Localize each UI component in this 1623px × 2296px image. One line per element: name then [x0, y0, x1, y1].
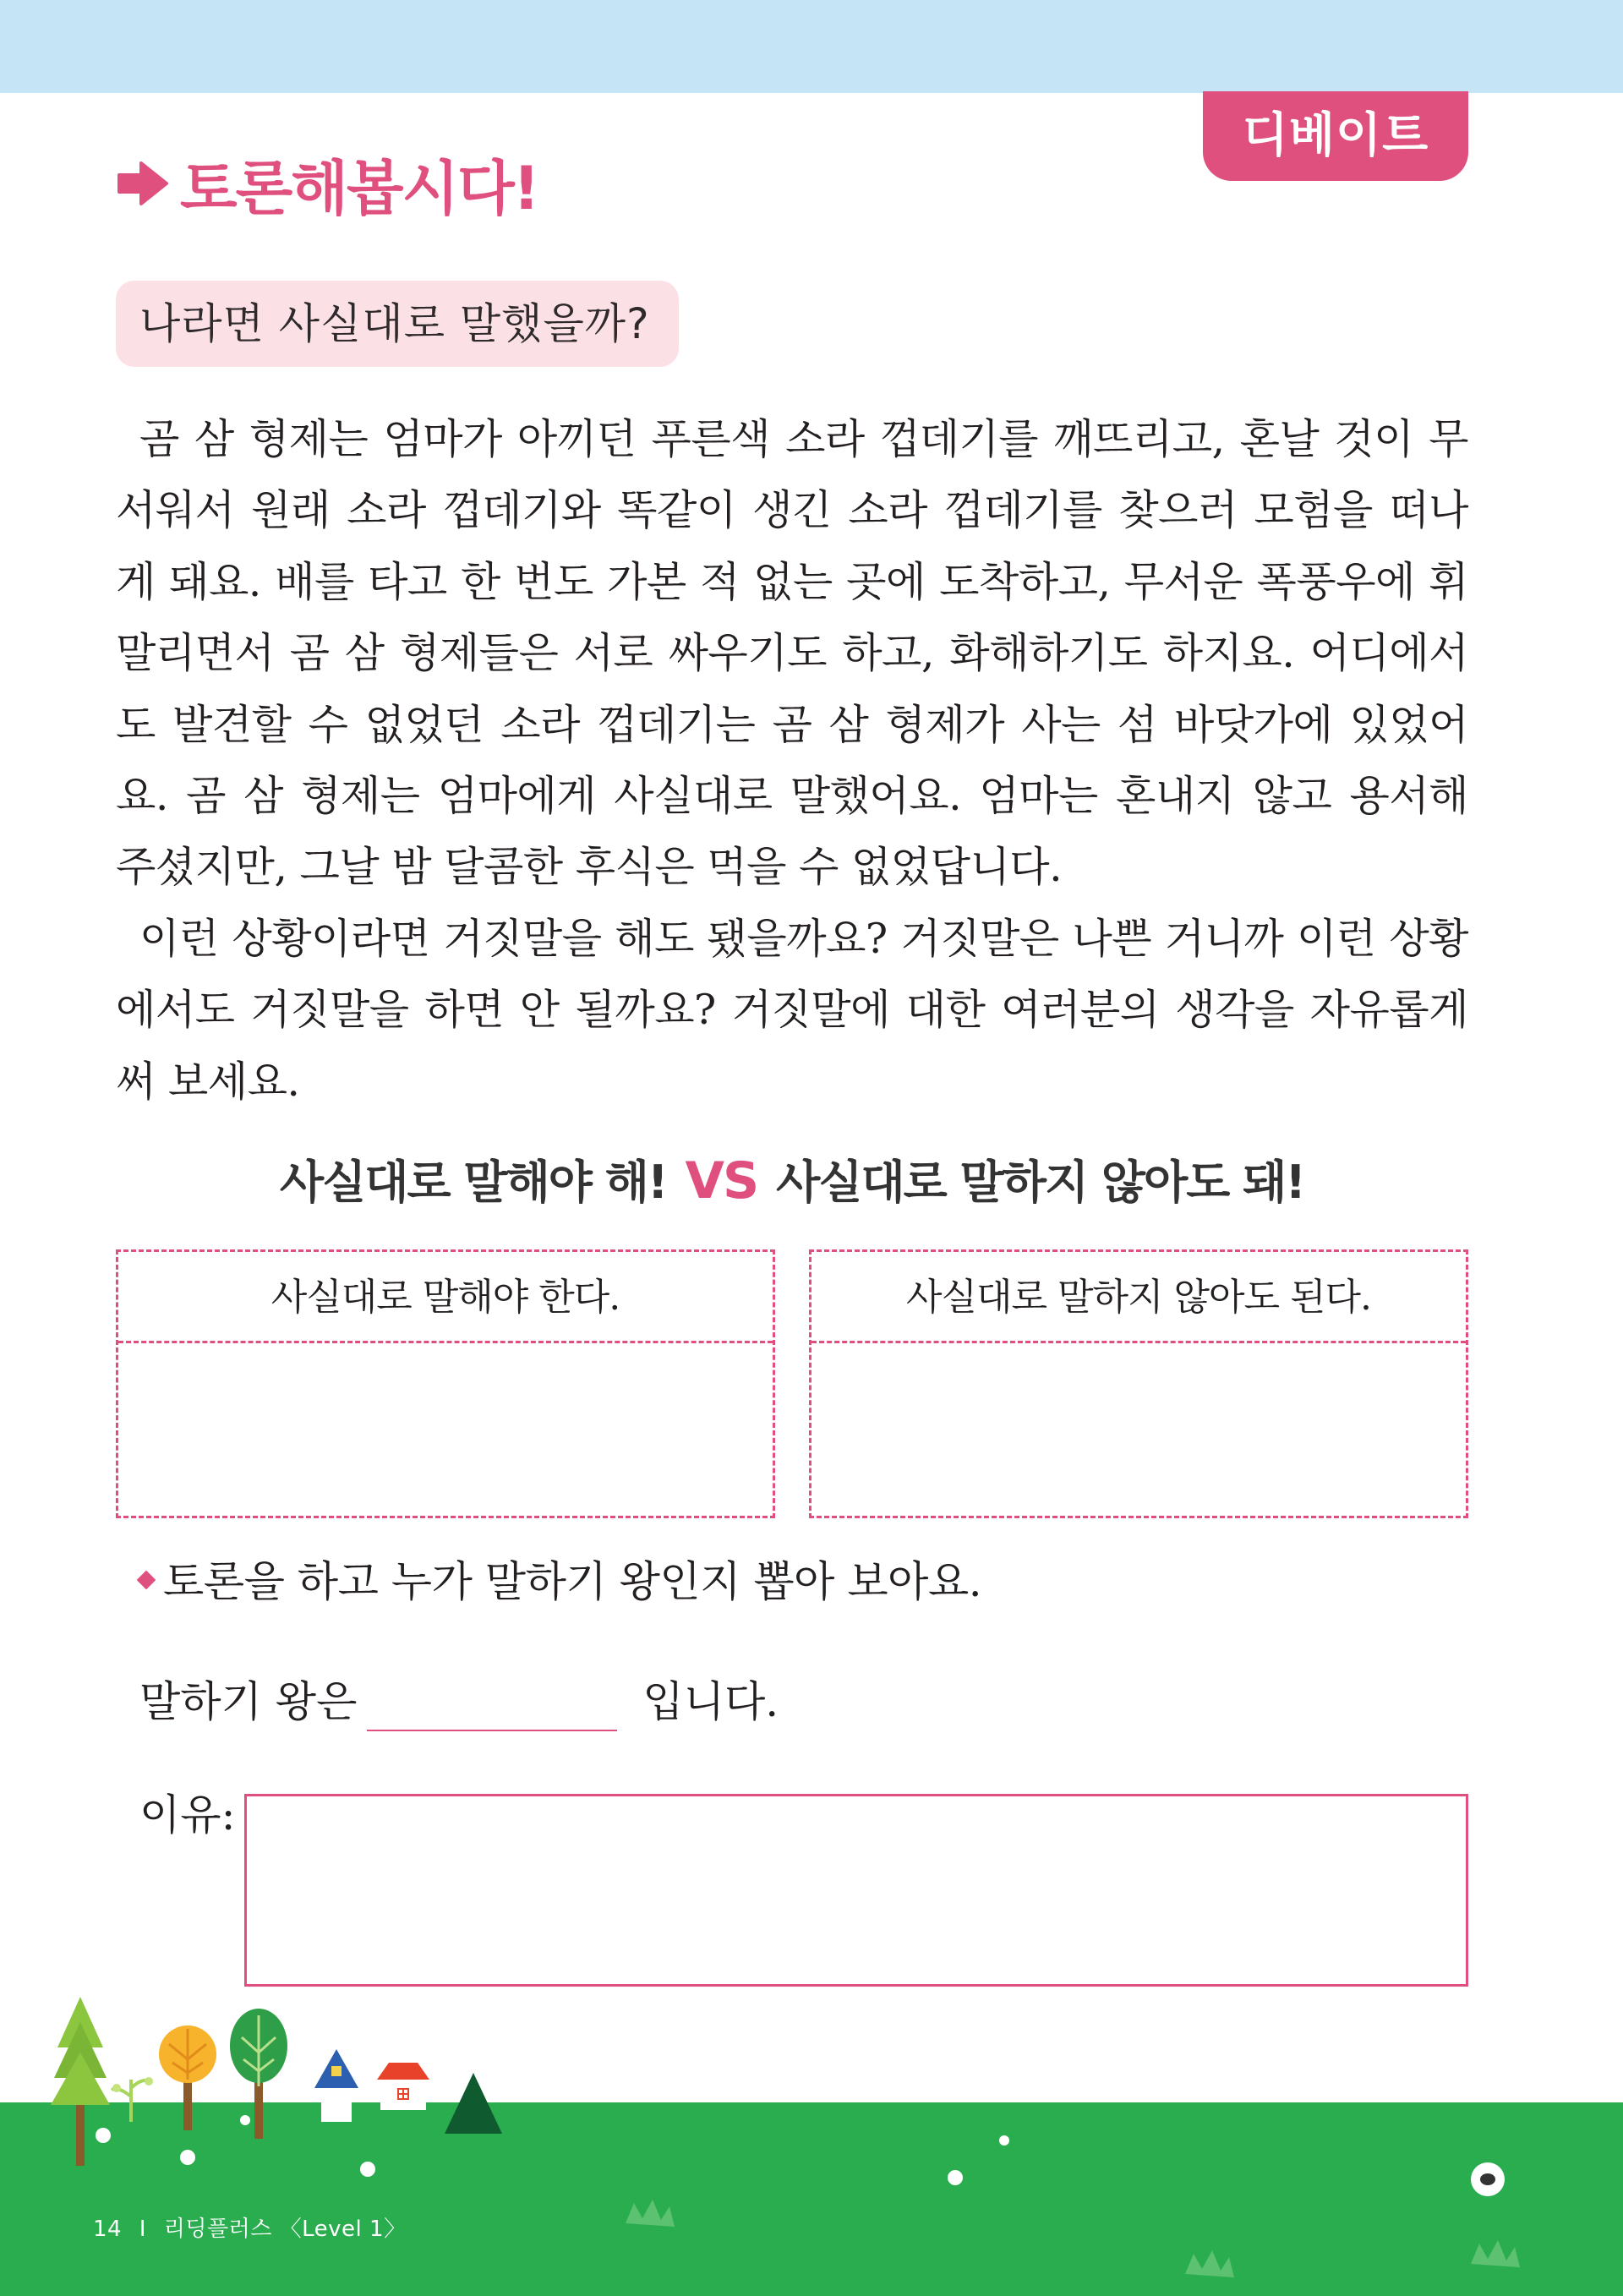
vs-label: VS — [685, 1151, 758, 1211]
passage-paragraph-1: 곰 삼 형제는 엄마가 아끼던 푸른색 소라 껍데기를 깨뜨리고, 혼날 것이 무서워서 원래 소라 껍데기와 똑같이 생긴 소라 껍데기를 찾으러 모험을 떠나게 돼요. 배를 타고 한 번도 가본 적 없는 곳에 도착하고, 무서운 폭풍우에 휘말리면서 곰 삼 형제들은 서로 싸우기도 하고, 화해하기도 하지요. 어디에서도 발견할 수 없었던 소라 껍데기는 곰 삼 형제가 사는 섬 바닷가에 있었어요. 곰 삼 형제는 엄마에게 사실대로 말했어요. 엄마는 혼내지 않고 용서해 주셨지만, 그날 밤 달콤한 후식은 먹을 수 없었답니다. — [116, 415, 1468, 892]
answer-box-lie-label: 사실대로 말하지 않아도 된다. — [812, 1252, 1466, 1343]
section-title — [116, 145, 538, 221]
footer-separator: I — [139, 2217, 147, 2242]
orange-tree-icon — [159, 2025, 216, 2130]
reason-label: 이유: — [139, 1790, 236, 1840]
answer-area-lie[interactable] — [812, 1343, 1466, 1516]
daisy-icon — [1471, 2162, 1505, 2196]
king-name-blank[interactable] — [367, 1694, 617, 1731]
king-suffix: 입니다. — [642, 1677, 779, 1726]
page-footer — [93, 2211, 407, 2243]
debate-heading — [116, 1145, 1468, 1216]
subtitle-question: 나라면 사실대로 말했을까? — [116, 281, 679, 367]
arrow-right-icon — [116, 156, 170, 210]
top-color-band — [0, 0, 1623, 93]
landscape-illustration — [0, 1978, 1623, 2296]
reason-answer-box[interactable] — [244, 1794, 1468, 1987]
passage — [116, 404, 1468, 1118]
book-title: 리딩플러스 〈Level 1〉 — [163, 2217, 407, 2242]
answer-box-lie — [809, 1249, 1468, 1518]
diamond-bullet-icon — [137, 1571, 156, 1590]
debate-right-title: 사실대로 말하지 않아도 돼! — [776, 1156, 1305, 1209]
debate-left-title: 사실대로 말해야 해! — [279, 1156, 667, 1209]
section-title-text: 토론해봅시다! — [180, 153, 538, 223]
green-tree-icon — [230, 2009, 287, 2139]
dark-pine-icon — [445, 2073, 502, 2134]
page-number: 14 — [93, 2217, 123, 2242]
answer-area-truth[interactable] — [118, 1343, 773, 1516]
speaking-king-line — [139, 1672, 779, 1731]
house-red-icon — [377, 2063, 429, 2110]
debate-tab-label: 디베이트 — [1203, 91, 1468, 181]
instruction-text: 토론을 하고 누가 말하기 왕인지 뽑아 보아요. — [163, 1557, 982, 1606]
grass-tuft-icons — [626, 2200, 1520, 2277]
king-prefix: 말하기 왕은 — [139, 1677, 358, 1726]
answer-box-truth-label: 사실대로 말해야 한다. — [118, 1252, 773, 1343]
passage-paragraph-2: 이런 상황이라면 거짓말을 해도 됐을까요? 거짓말은 나쁜 거니까 이런 상황에서도 거짓말을 하면 안 될까요? 거짓말에 대한 여러분의 생각을 자유롭게 써 보세요. — [116, 914, 1468, 1106]
answer-box-truth — [116, 1249, 775, 1518]
flower-icons — [96, 2115, 1009, 2185]
house-blue-icon — [314, 2049, 358, 2122]
instruction-line — [139, 1552, 981, 1611]
